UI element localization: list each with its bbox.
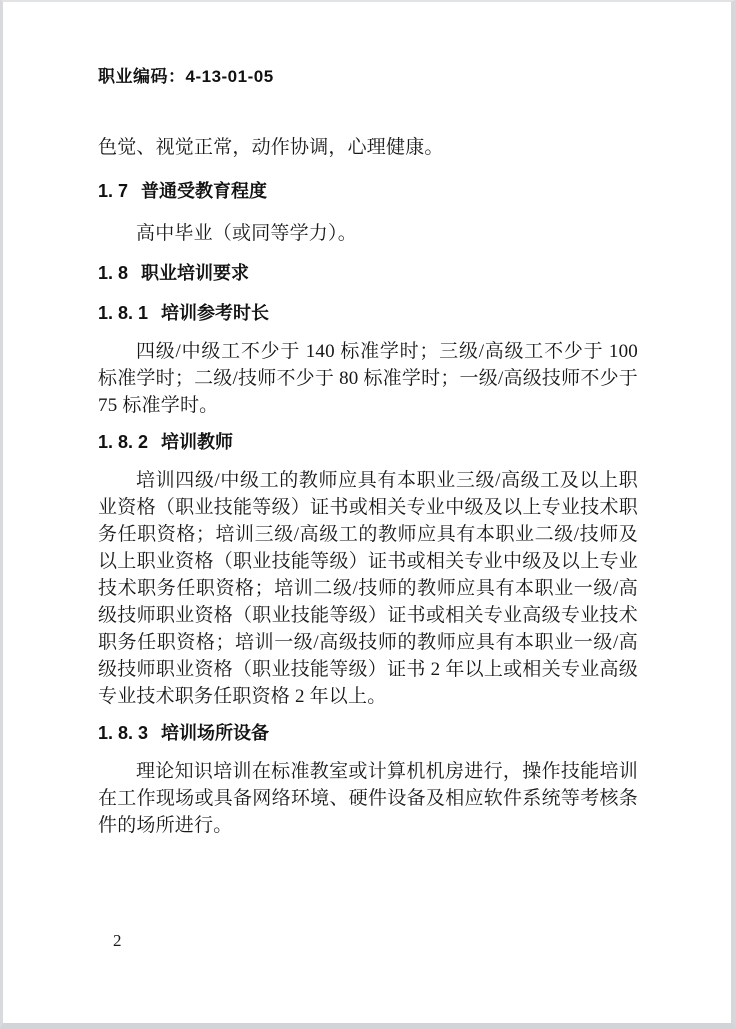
section-number: 1. 8 xyxy=(98,263,129,283)
section-title: 普通受教育程度 xyxy=(141,181,268,201)
section-number: 1. 8. 2 xyxy=(98,432,149,452)
paragraph-training-venue: 理论知识培训在标准教室或计算机机房进行，操作技能培训在工作现场或具备网络环境、硬件设备及相应软件系统等考核条件的场所进行。 xyxy=(98,761,638,836)
section-number: 1. 8. 1 xyxy=(98,303,149,323)
page-number: 2 xyxy=(113,931,122,950)
occupation-code-header: 职业编码：4-13-01-05 xyxy=(98,67,274,86)
page-content xyxy=(3,2,731,839)
section-title: 培训教师 xyxy=(161,432,234,452)
section-heading-1-7 xyxy=(98,178,638,204)
section-heading-1-8 xyxy=(98,260,638,286)
paragraph-training-teachers: 培训四级/中级工的教师应具有本职业三级/高级工及以上职业资格（职业技能等级）证书或相关专业中级及以上专业技术职务任职资格；培训三级/高级工的教师应具有本职业二级/技师及以上职业资格（职业技能等级）证书或相关专业中级及以上专业技术职务任职资格；培训二级/技师的教师应具有本职业一级/高级技师职业资格（职业技能等级）证书或相关专业高级专业技术职务任职资格；培训一级/高级技师的教师应具有本职业一级/高级技师职业资格（职业技能等级）证书 2 年以上或相关专业高级专业技术职务任职资格 2 年以上。 xyxy=(98,470,638,707)
section-title: 培训参考时长 xyxy=(161,303,270,323)
paragraph-education-level: 高中毕业（或同等学力）。 xyxy=(136,223,357,244)
section-title: 培训场所设备 xyxy=(161,723,270,743)
paragraph-training-hours: 四级/中级工不少于 140 标准学时；三级/高级工不少于 100 标准学时；二级/技师不少于 80 标准学时；一级/高级技师不少于 75 标准学时。 xyxy=(98,341,638,416)
section-heading-1-8-2 xyxy=(98,429,638,455)
paragraph-health-requirements: 色觉、视觉正常，动作协调，心理健康。 xyxy=(98,137,444,158)
section-title: 职业培训要求 xyxy=(141,263,250,283)
section-number: 1. 7 xyxy=(98,181,129,201)
section-number: 1. 8. 3 xyxy=(98,723,149,743)
section-heading-1-8-1 xyxy=(98,300,638,326)
section-heading-1-8-3 xyxy=(98,720,638,746)
